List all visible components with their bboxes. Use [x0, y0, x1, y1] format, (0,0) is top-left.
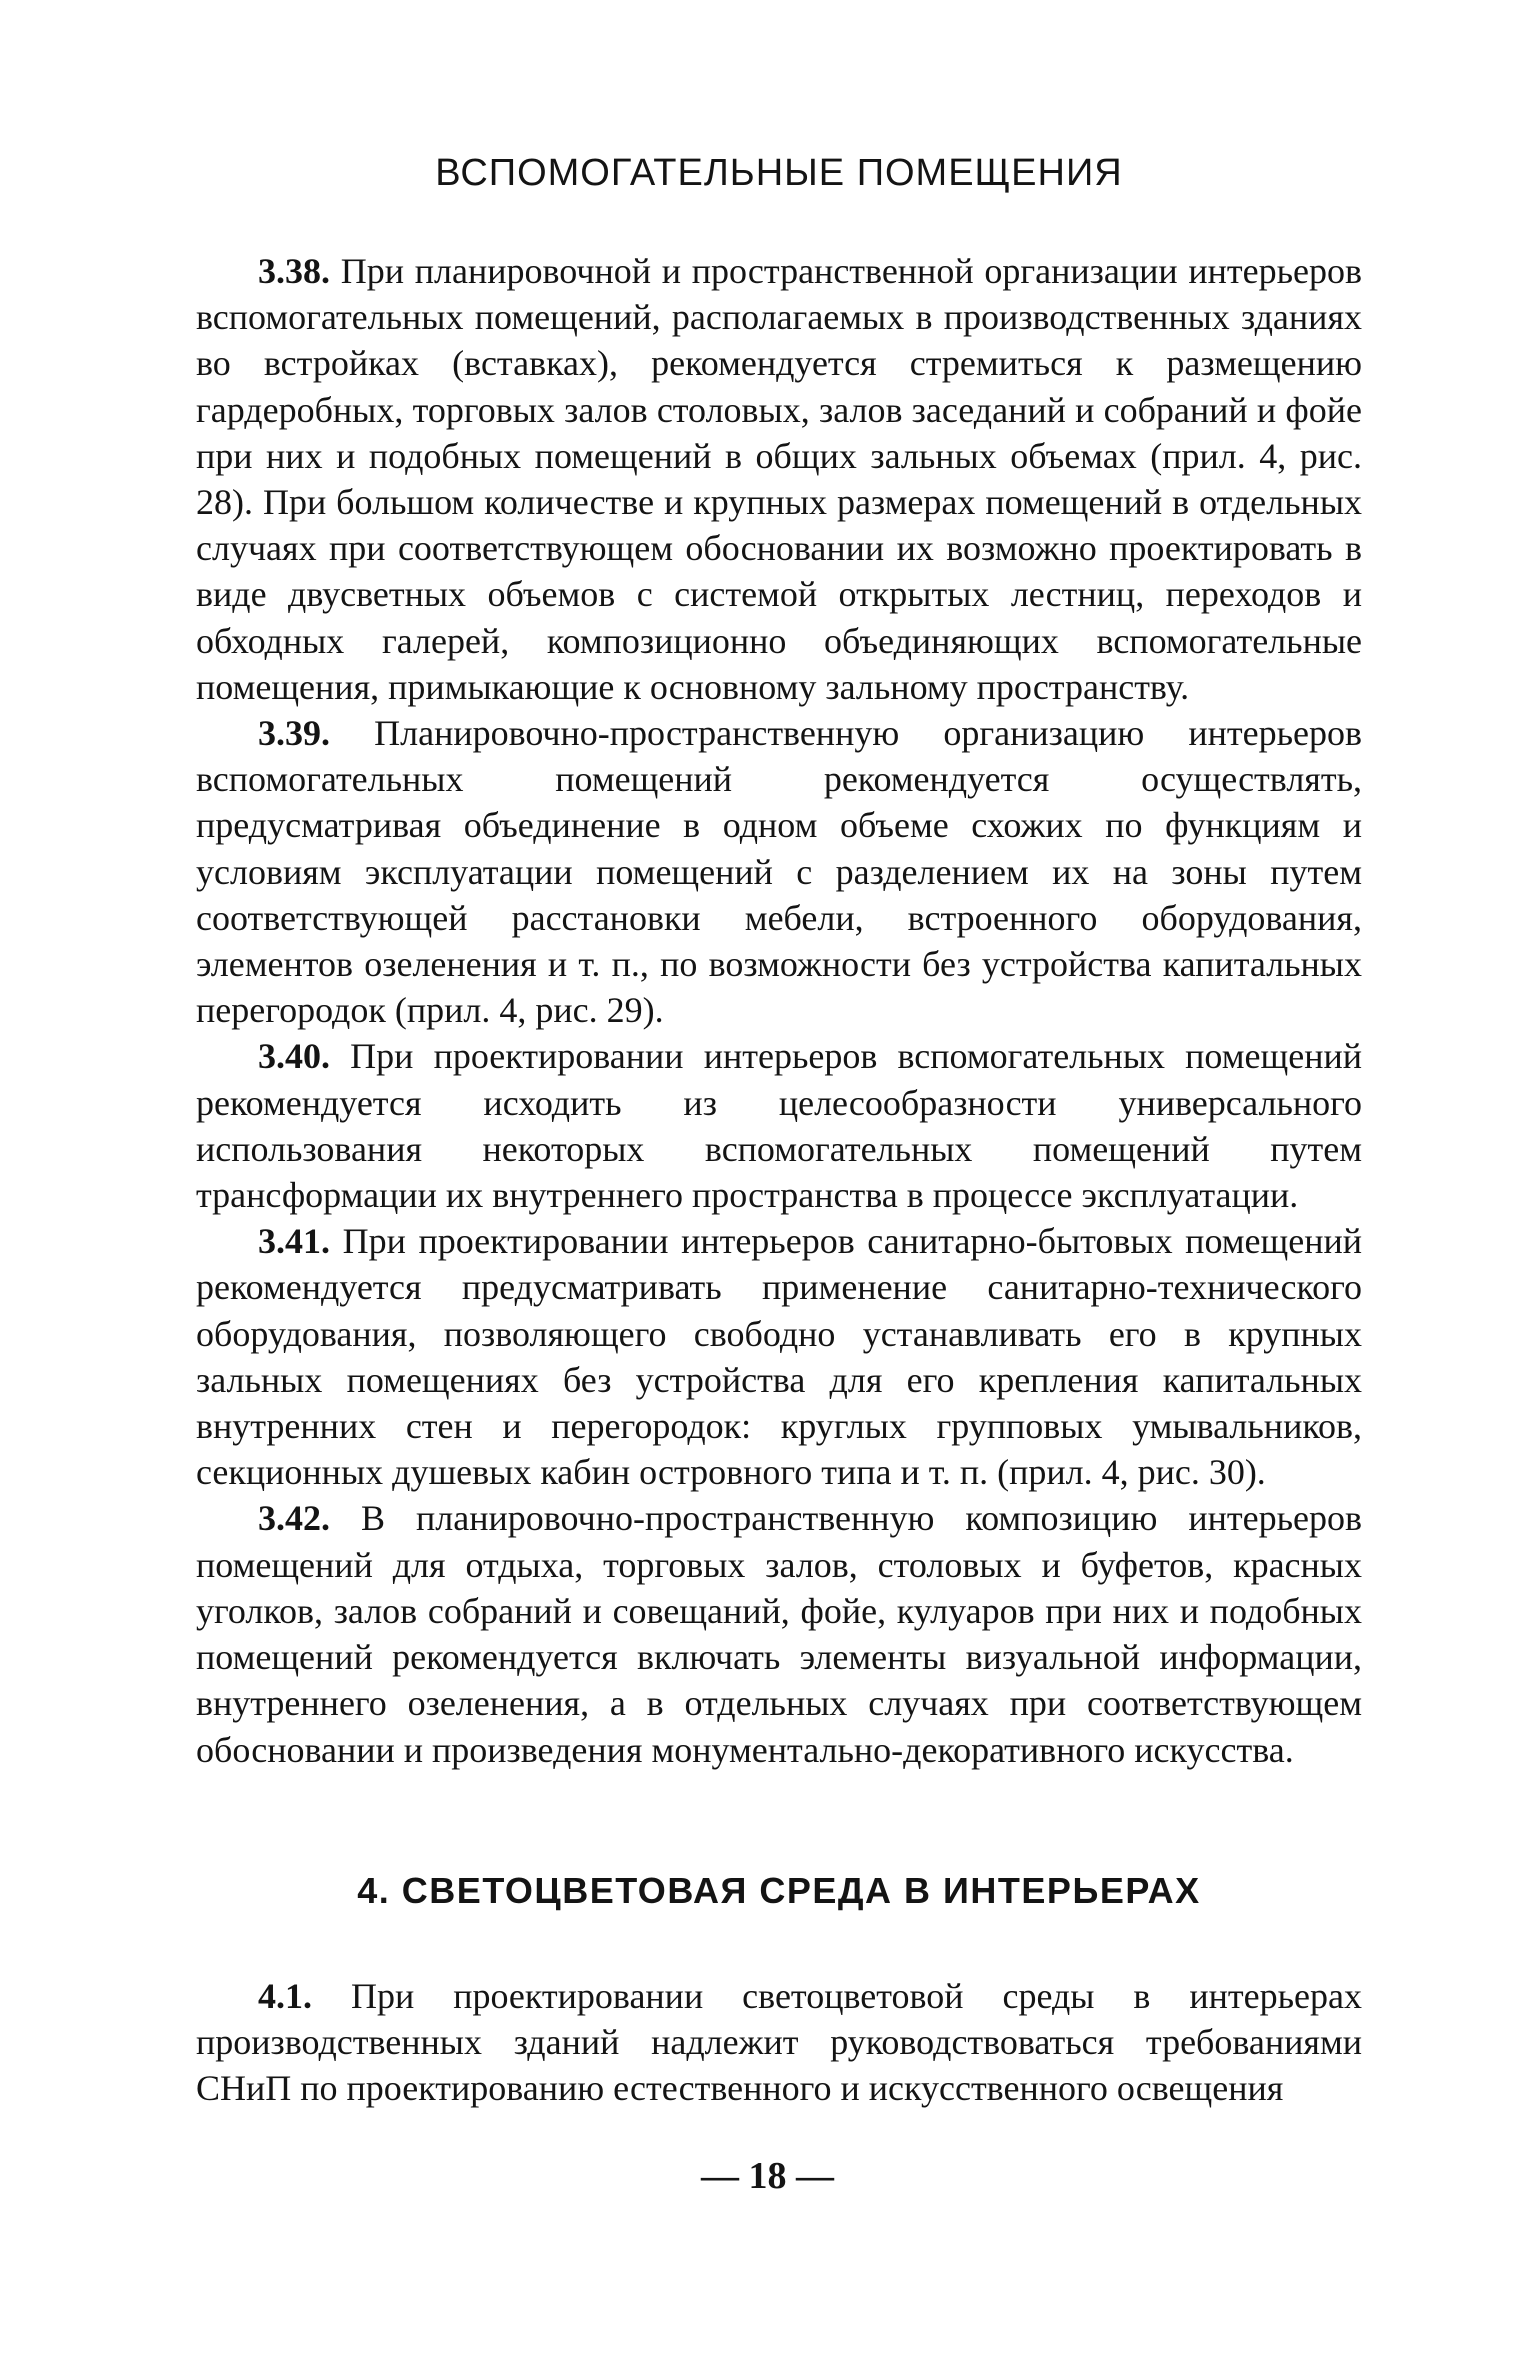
paragraph-text: При проектировании светоцветовой среды в интерьерах производственных зданий надлежит руководствоваться требованиями СНиП по проектированию естественного и искусственного освещения	[196, 1975, 1363, 2109]
paragraph-text: При проектировании интерьеров санитарно-бытовых помещений рекомендуется предусматривать применение санитарно-технического оборудования, позволяющего свободно устанавливать его в крупных зальных помещениях без устройства для его крепления капитальных внутренних стен и перегородок: круглых групповых умывальников, секционных душевых кабин островного типа и т. п. (прил. 4, рис. 30).	[196, 1221, 1363, 1493]
paragraph-3-38	[196, 248, 1362, 710]
page-body	[196, 150, 1362, 2111]
paragraph-text: При планировочной и пространственной организации интерьеров вспомогательных помещений, располагаемых в производственных зданиях во встройках (вставках), рекомендуется стремиться к размещению гардеробных, торговых залов столовых, залов заседаний и собраний и фойе при них и подобных помещений в общих зальных объемах (прил. 4, рис. 28). При большом количестве и крупных размерах помещений в отдельных случаях при соответствующем обосновании их возможно проектировать в виде двусветных объемов с системой открытых лестниц, переходов и обходных галерей, композиционно объединяющих вспомогательные помещения, примыкающие к основному зальному пространству.	[196, 251, 1363, 707]
paragraph-text: В планировочно-пространственную композицию интерьеров помещений для отдыха, торговых залов, столовых и буфетов, красных уголков, залов собраний и совещаний, фойе, кулуаров при них и подобных помещений рекомендуется включать элементы визуальной информации, внутреннего озеленения, а в отдельных случаях при соответствующем обосновании и произведения монументально-декоративного искусства.	[196, 1498, 1363, 1770]
paragraph-text: Планировочно-пространственную организацию интерьеров вспомогательных помещений рекомендуется осуществлять, предусматривая объединение в одном объеме схожих по функциям и условиям эксплуатации помещений с разделением их на зоны путем соответствующей расстановки мебели, встроенного оборудования, элементов озеленения и т. п., по возможности без устройства капитальных перегородок (прил. 4, рис. 29).	[196, 713, 1363, 1031]
paragraph-text: При проектировании интерьеров вспомогательных помещений рекомендуется исходить из целесообразности универсального использования некоторых вспомогательных помещений путем трансформации их внутреннего пространства в процессе эксплуатации.	[196, 1036, 1362, 1216]
section-heading: ВСПОМОГАТЕЛЬНЫЕ ПОМЕЩЕНИЯ	[435, 152, 1123, 194]
paragraph-number: 3.42.	[258, 1498, 330, 1539]
paragraph-number: 3.39.	[258, 713, 330, 754]
paragraph-3-40	[196, 1033, 1362, 1218]
chapter-heading: 4. СВЕТОЦВЕТОВАЯ СРЕДА В ИНТЕРЬЕРАХ	[357, 1869, 1201, 1911]
paragraph-number: 3.38.	[258, 251, 330, 291]
paragraph-number: 4.1.	[258, 1975, 312, 2016]
paragraph-3-42	[196, 1495, 1362, 1772]
paragraph-number: 3.40.	[258, 1036, 330, 1077]
page-number: — 18 —	[701, 2155, 834, 2197]
paragraph-4-1	[196, 1973, 1362, 2112]
paragraph-number: 3.41.	[258, 1221, 330, 1262]
paragraph-3-41	[196, 1218, 1362, 1495]
paragraph-3-39	[196, 710, 1362, 1033]
